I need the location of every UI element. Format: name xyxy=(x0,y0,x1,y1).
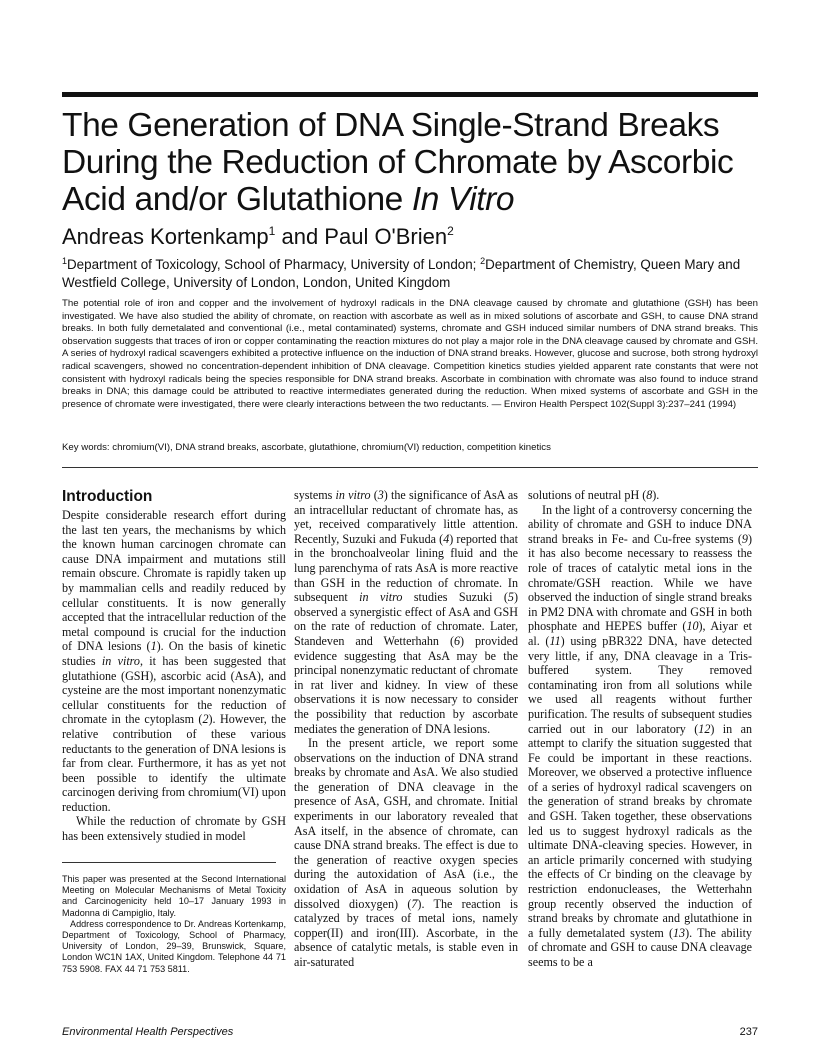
author-1: Andreas Kortenkamp xyxy=(62,224,269,249)
citation-ref: 10 xyxy=(686,619,699,634)
col1-paragraph-2: While the reduction of chromate by GSH has been extensively studied in model xyxy=(62,814,286,844)
citation-ref: 11 xyxy=(549,633,561,648)
author-2: Paul O'Brien xyxy=(324,224,448,249)
top-rule xyxy=(62,92,758,97)
text-run: ) in an attempt to clarify the situation suggested that Fe could be important in these reactions. Moreover, we observed a protective influence of a series of hydroxyl radical scavengers on the generation of strand breaks by chromate and GSH. Taken together, these observations led us to suggest hydroxyl radicals as the ultimate DNA-cleaving species. However, in an article primarily concerned with studying the effects of Cr binding on the cleavage by restriction endonucleases, the Wetterhahn group recently observed the induction of strand breaks by chromate and glutathione in a fully demetalated system ( xyxy=(528,721,753,940)
text-run: ) using pBR322 DNA, have detected very little, if any, DNA cleavage in a Tris-buffered system. They removed contaminating iron from all solutions while we used all reagents without further purification. The results of subsequent studies carried out in our laboratory ( xyxy=(528,633,752,736)
affil-1: Department of Toxicology, School of Pharmacy, University of London; xyxy=(67,257,481,272)
text-run: In the light of a controversy concerning the ability of chromate and GSH to induce DNA strand breaks in Fe- and Cu-free systems ( xyxy=(528,502,752,546)
text-run: Despite considerable research effort during the last ten years, the mechanisms by which the known human carcinogen chromate can cause DNA impairment and mutations still remain obscure. Chromate is rapidly taken up by mammalian cells and readily reduced by cellular constituents. It is now generally accepted that the intracellular reduction of the metal compound is crucial for the induction of DNA lesions ( xyxy=(62,508,286,654)
footnote-correspondence: Address correspondence to Dr. Andreas Kortenkamp, Department of Toxicology, School of Pharmacy, University of London, 29–39, Brunswick, Square, London WC1N 1AX, United Kingdom. Telephone 44 71 753 5908. FAX 44 71 753 5811. xyxy=(62,918,286,974)
text-run: studies Suzuki ( xyxy=(402,590,508,605)
keywords: Key words: chromium(VI), DNA strand breaks, ascorbate, glutathione, chromium(VI) reduction, competition kinetics xyxy=(62,442,551,453)
author-1-affil-mark: 1 xyxy=(268,224,276,238)
text-run: ). On the basis of kinetic studies xyxy=(62,639,286,668)
citation-ref: 2 xyxy=(202,712,209,727)
body-column-3 xyxy=(528,488,752,970)
text-run: ). The reaction is catalyzed by traces of metal ions, namely copper(II) and iron(III). Ascorbate, in the absence of catalytic metals, is stable even in air-saturated xyxy=(294,896,518,969)
title-line-3-italic: In Vitro xyxy=(411,181,515,218)
footnote xyxy=(62,874,286,975)
text-run: ), Aiyar et al. ( xyxy=(528,619,752,648)
italic-term: in vitro xyxy=(359,590,403,605)
citation-ref: 9 xyxy=(741,531,748,546)
body-column-2 xyxy=(294,488,518,970)
citation-ref: 7 xyxy=(411,896,418,911)
title-line-1: The Generation of DNA Single-Strand Breaks xyxy=(62,107,720,144)
affil-2-mark: 2 xyxy=(480,256,486,266)
title-line-2: During the Reduction of Chromate by Ascorbic xyxy=(62,144,734,181)
text-run: ) provided evidence suggesting that AsA may be the principal nonenzymatic reductant of chromate in rat liver and kidney. In view of these observations it is now necessary to consider the possibility that reduction by ascorbate mediates the generation of DNA lesions. xyxy=(294,633,518,736)
col3-paragraph-2 xyxy=(528,503,752,970)
text-run: systems xyxy=(294,488,336,502)
italic-term: in vitro xyxy=(335,488,371,502)
text-run: In the present article, we report some observations on the induction of DNA strand breaks by chromate and AsA. We also studied the generation of DNA cleavage in the presence of AsA, GSH, and chromate. Initial experiments in our laboratory revealed that AsA itself, in the absence of chromate, can cause DNA strand breaks. The effect is due to the generation of reactive oxygen species during the autoxidation of AsA (i.e., the oxidation of AsA in aqueous solution by dissolved dioxygen) ( xyxy=(294,736,518,911)
citation-ref: 12 xyxy=(698,721,711,736)
article-title xyxy=(62,107,762,218)
citation-ref: 1 xyxy=(150,639,157,654)
author-2-affil-mark: 2 xyxy=(447,224,454,238)
text-run: ) reported that in the bronchoalveolar lining fluid and the lung parenchyma of rats AsA is more reactive than GSH in the reduction of chromate. In subsequent xyxy=(294,531,519,605)
text-run: ) observed a synergistic effect of AsA and GSH on the rate of reduction of chromate. Later, Standeven and Wetterhahn ( xyxy=(294,590,518,648)
affil-1-mark: 1 xyxy=(62,256,68,266)
text-run: ) the significance of AsA as an intracellular reductant of chromate has, as yet, received comparatively little attention. Recently, Suzuki and Fukuda ( xyxy=(294,488,518,546)
citation-ref: 8 xyxy=(646,488,653,502)
affiliations xyxy=(62,252,762,292)
section-divider xyxy=(62,467,758,468)
citation-ref: 13 xyxy=(672,925,686,940)
author-list xyxy=(62,218,454,250)
italic-term: in vitro xyxy=(101,653,140,668)
text-run: ) it has also become necessary to reassess the role of traces of catalytic metal ions in the chromate/GSH reaction. While we have observed the induction of single strand breaks in PM2 DNA with chromate and GSH in both phosphate and HEPES buffer ( xyxy=(528,531,752,634)
body-column-1 xyxy=(62,488,286,844)
footnote-rule xyxy=(62,862,276,863)
text-run: solutions of neutral pH ( xyxy=(528,488,647,502)
citation-ref: 6 xyxy=(453,633,461,648)
text-run: , it has been suggested that glutathione (GSH), ascorbic acid (AsA), and cysteine are the most important nonenzymatic cellular constituents for the reduction of chromate in the cytoplasm ( xyxy=(62,653,286,727)
citation-ref: 3 xyxy=(377,488,384,502)
col2-paragraph-1 xyxy=(294,488,518,736)
page-number: 237 xyxy=(739,1026,758,1038)
section-heading-introduction: Introduction xyxy=(62,488,153,505)
affil-2: Department of Chemistry, Queen Mary and Westfield College, University of London, London, United Kingdom xyxy=(62,257,741,290)
text-run: ). xyxy=(652,488,660,502)
citation-ref: 4 xyxy=(443,531,450,546)
title-line-3-text: Acid and/or Glutathione xyxy=(62,181,412,218)
col1-paragraph-1 xyxy=(62,508,286,814)
col3-paragraph-1 xyxy=(528,488,752,503)
author-conjunction: and xyxy=(275,224,325,249)
citation-ref: 5 xyxy=(507,590,514,605)
title-line-3 xyxy=(62,181,762,218)
col2-paragraph-2 xyxy=(294,736,518,970)
text-run: ). However, the relative contribution of these various reductants to the generation of DNA lesions is far from clear. Furthermore, it has as yet not been possible to identify the ultimate carcinogen deriving from chromium(VI) upon reduction. xyxy=(62,712,286,814)
text-run: ( xyxy=(370,488,378,502)
journal-name: Environmental Health Perspectives xyxy=(62,1026,234,1038)
abstract: The potential role of iron and copper and the involvement of hydroxyl radicals in the DNA cleavage caused by chromate and glutathione (GSH) has been investigated. We have also studied the ability of chromate, on reaction with ascorbate as well as in mixed solutions of ascorbate and GSH, to cause DNA strand breaks. In both fully demetalated and conventional (i.e., metal contaminated) systems, chromate and GSH induced similar numbers of DNA strand breaks. This observation suggests that traces of iron or copper contaminating the reaction mixtures do not play a major role in the DNA cleavage caused by chromate and GSH. A series of hydroxyl radical scavengers exhibited a protective influence on the induction of DNA strand breaks. However, glucose and sucrose, both strong hydroxyl radical scavengers, showed no concentration-dependent inhibition of DNA cleavage. Competition kinetics studies yielded apparent rate constants that were not consistent with hydroxyl radicals being the species responsible for DNA strand breaks. Ascorbate in combination with chromate was also found to induce strand breaks in DNA; this damage could be attributed to reactive intermediates generated during the reduction. When mixed systems of ascorbate and GSH in the presence of chromate were investigated, there were clearly interactions between the two reductants. — Environ Health Perspect 102(Suppl 3):237–241 (1994) xyxy=(62,298,758,410)
text-run: ). The ability of chromate and GSH to cause DNA cleavage seems to be a xyxy=(528,925,752,969)
footnote-presentation: This paper was presented at the Second International Meeting on Molecular Mechanisms of Metal Toxicity and Carcinogenicity held 10–17 January 1993 in Madonna di Campiglio, Italy. xyxy=(62,874,286,918)
